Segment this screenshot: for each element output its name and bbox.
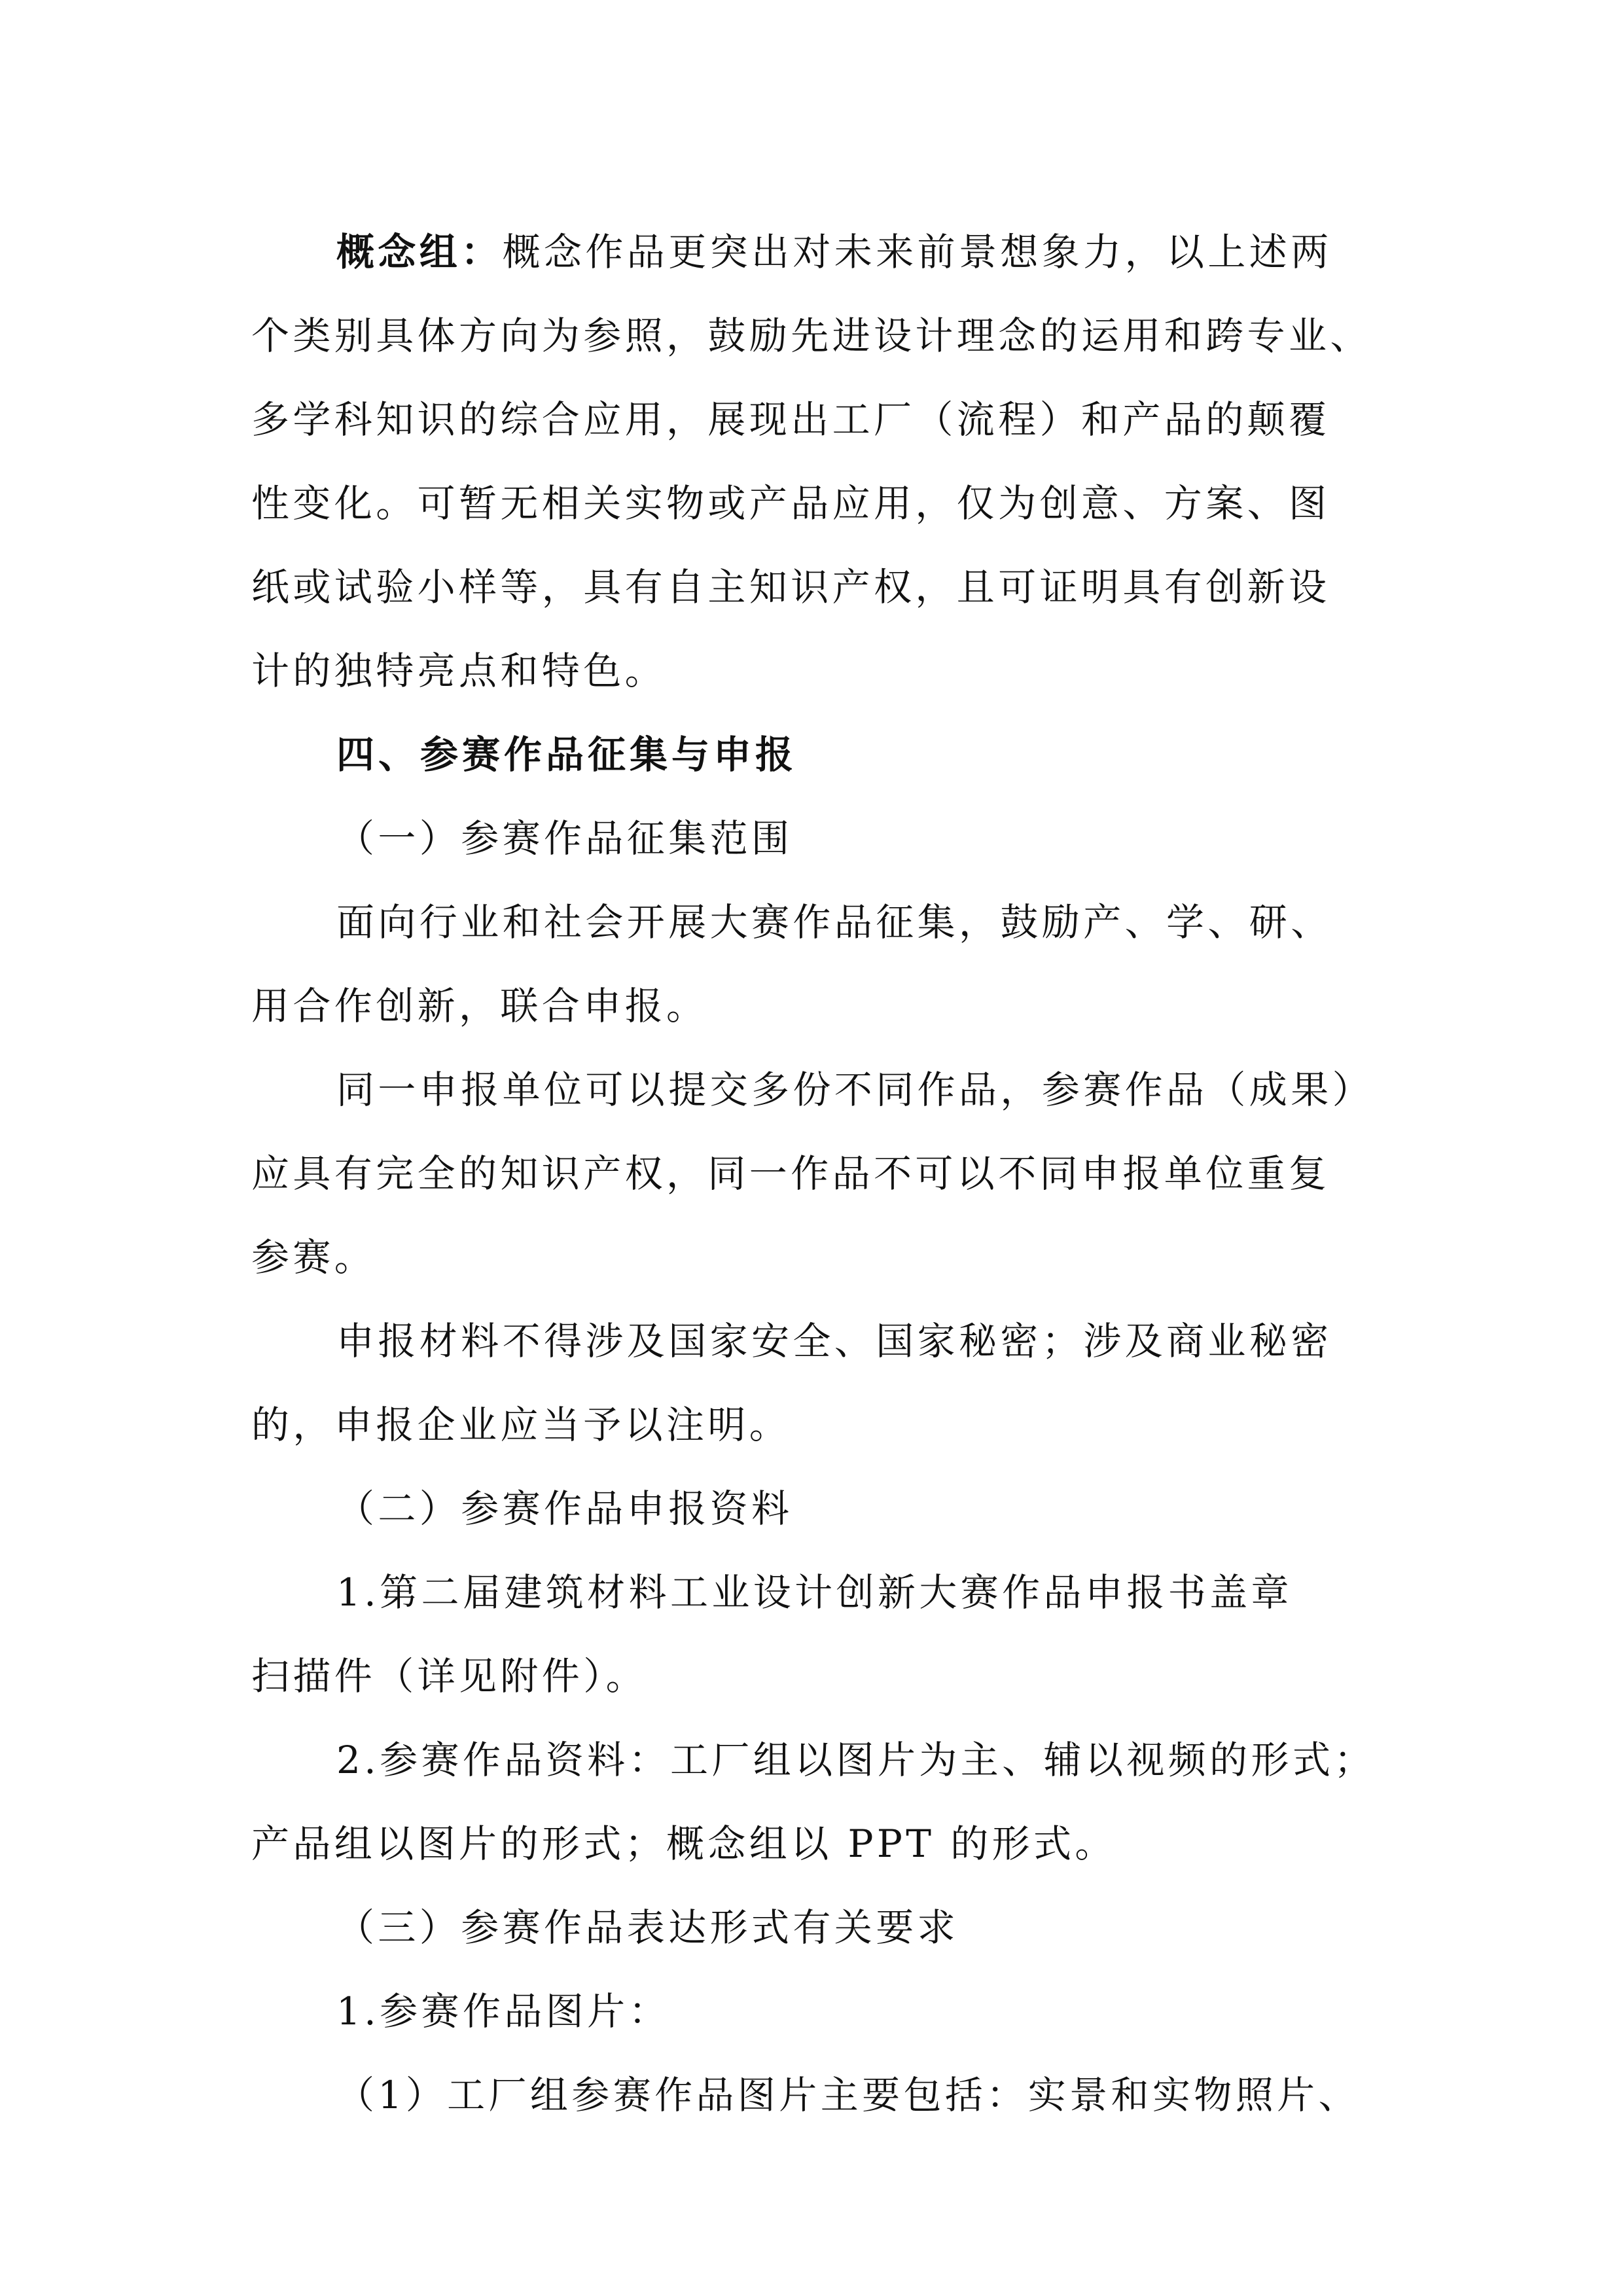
scope-paragraph-2-line-1: 同一申报单位可以提交多份不同作品，参赛作品（成果） xyxy=(336,1067,1374,1112)
materials-item-2-line-1: 2.参赛作品资料：工厂组以图片为主、辅以视频的形式； xyxy=(336,1738,1376,1782)
expression-item-1: 1.参赛作品图片： xyxy=(336,1989,670,2034)
expression-item-1-sub-1: （1）工厂组参赛作品图片主要包括：实景和实物照片、 xyxy=(336,2073,1360,2117)
subsection-1-heading: （一）参赛作品征集范围 xyxy=(336,816,793,861)
scope-paragraph-1-line-1: 面向行业和社会开展大赛作品征集，鼓励产、学、研、 xyxy=(336,900,1332,944)
subsection-2-heading: （二）参赛作品申报资料 xyxy=(336,1486,793,1531)
scope-paragraph-1-line-2: 用合作创新，联合申报。 xyxy=(251,984,708,1028)
concept-paragraph-line-2: 个类别具体方向为参照，鼓励先进设计理念的运用和跨专业、 xyxy=(251,314,1372,358)
subsection-3-heading: （三）参赛作品表达形式有关要求 xyxy=(336,1905,959,1950)
scope-paragraph-3-line-1: 申报材料不得涉及国家安全、国家秘密；涉及商业秘密 xyxy=(336,1319,1332,1363)
concept-line-1-text: 概念作品更突出对未来前景想象力，以上述两 xyxy=(502,230,1332,274)
concept-paragraph-line-1 xyxy=(336,209,1332,295)
concept-paragraph-line-3: 多学科知识的综合应用，展现出工厂（流程）和产品的颠覆 xyxy=(251,397,1330,442)
materials-item-1-line-2: 扫描件（详见附件）。 xyxy=(251,1654,648,1698)
scope-paragraph-3-line-2: 的，申报企业应当予以注明。 xyxy=(251,1403,791,1447)
concept-paragraph-line-5: 纸或试验小样等，具有自主知识产权，且可证明具有创新设 xyxy=(251,565,1330,609)
concept-group-label: 概念组： xyxy=(336,230,503,274)
scope-paragraph-2-line-3: 参赛。 xyxy=(251,1235,376,1280)
concept-paragraph-line-6: 计的独特亮点和特色。 xyxy=(251,649,667,693)
scope-paragraph-2-line-2: 应具有完全的知识产权，同一作品不可以不同申报单位重复 xyxy=(251,1151,1330,1196)
section-4-heading: 四、参赛作品征集与申报 xyxy=(336,732,798,777)
materials-item-2-line-2: 产品组以图片的形式；概念组以 PPT 的形式。 xyxy=(251,1821,1116,1866)
materials-item-1-line-1: 1.第二届建筑材料工业设计创新大赛作品申报书盖章 xyxy=(336,1570,1293,1615)
concept-paragraph-line-4: 性变化。可暂无相关实物或产品应用，仅为创意、方案、图 xyxy=(251,481,1330,526)
